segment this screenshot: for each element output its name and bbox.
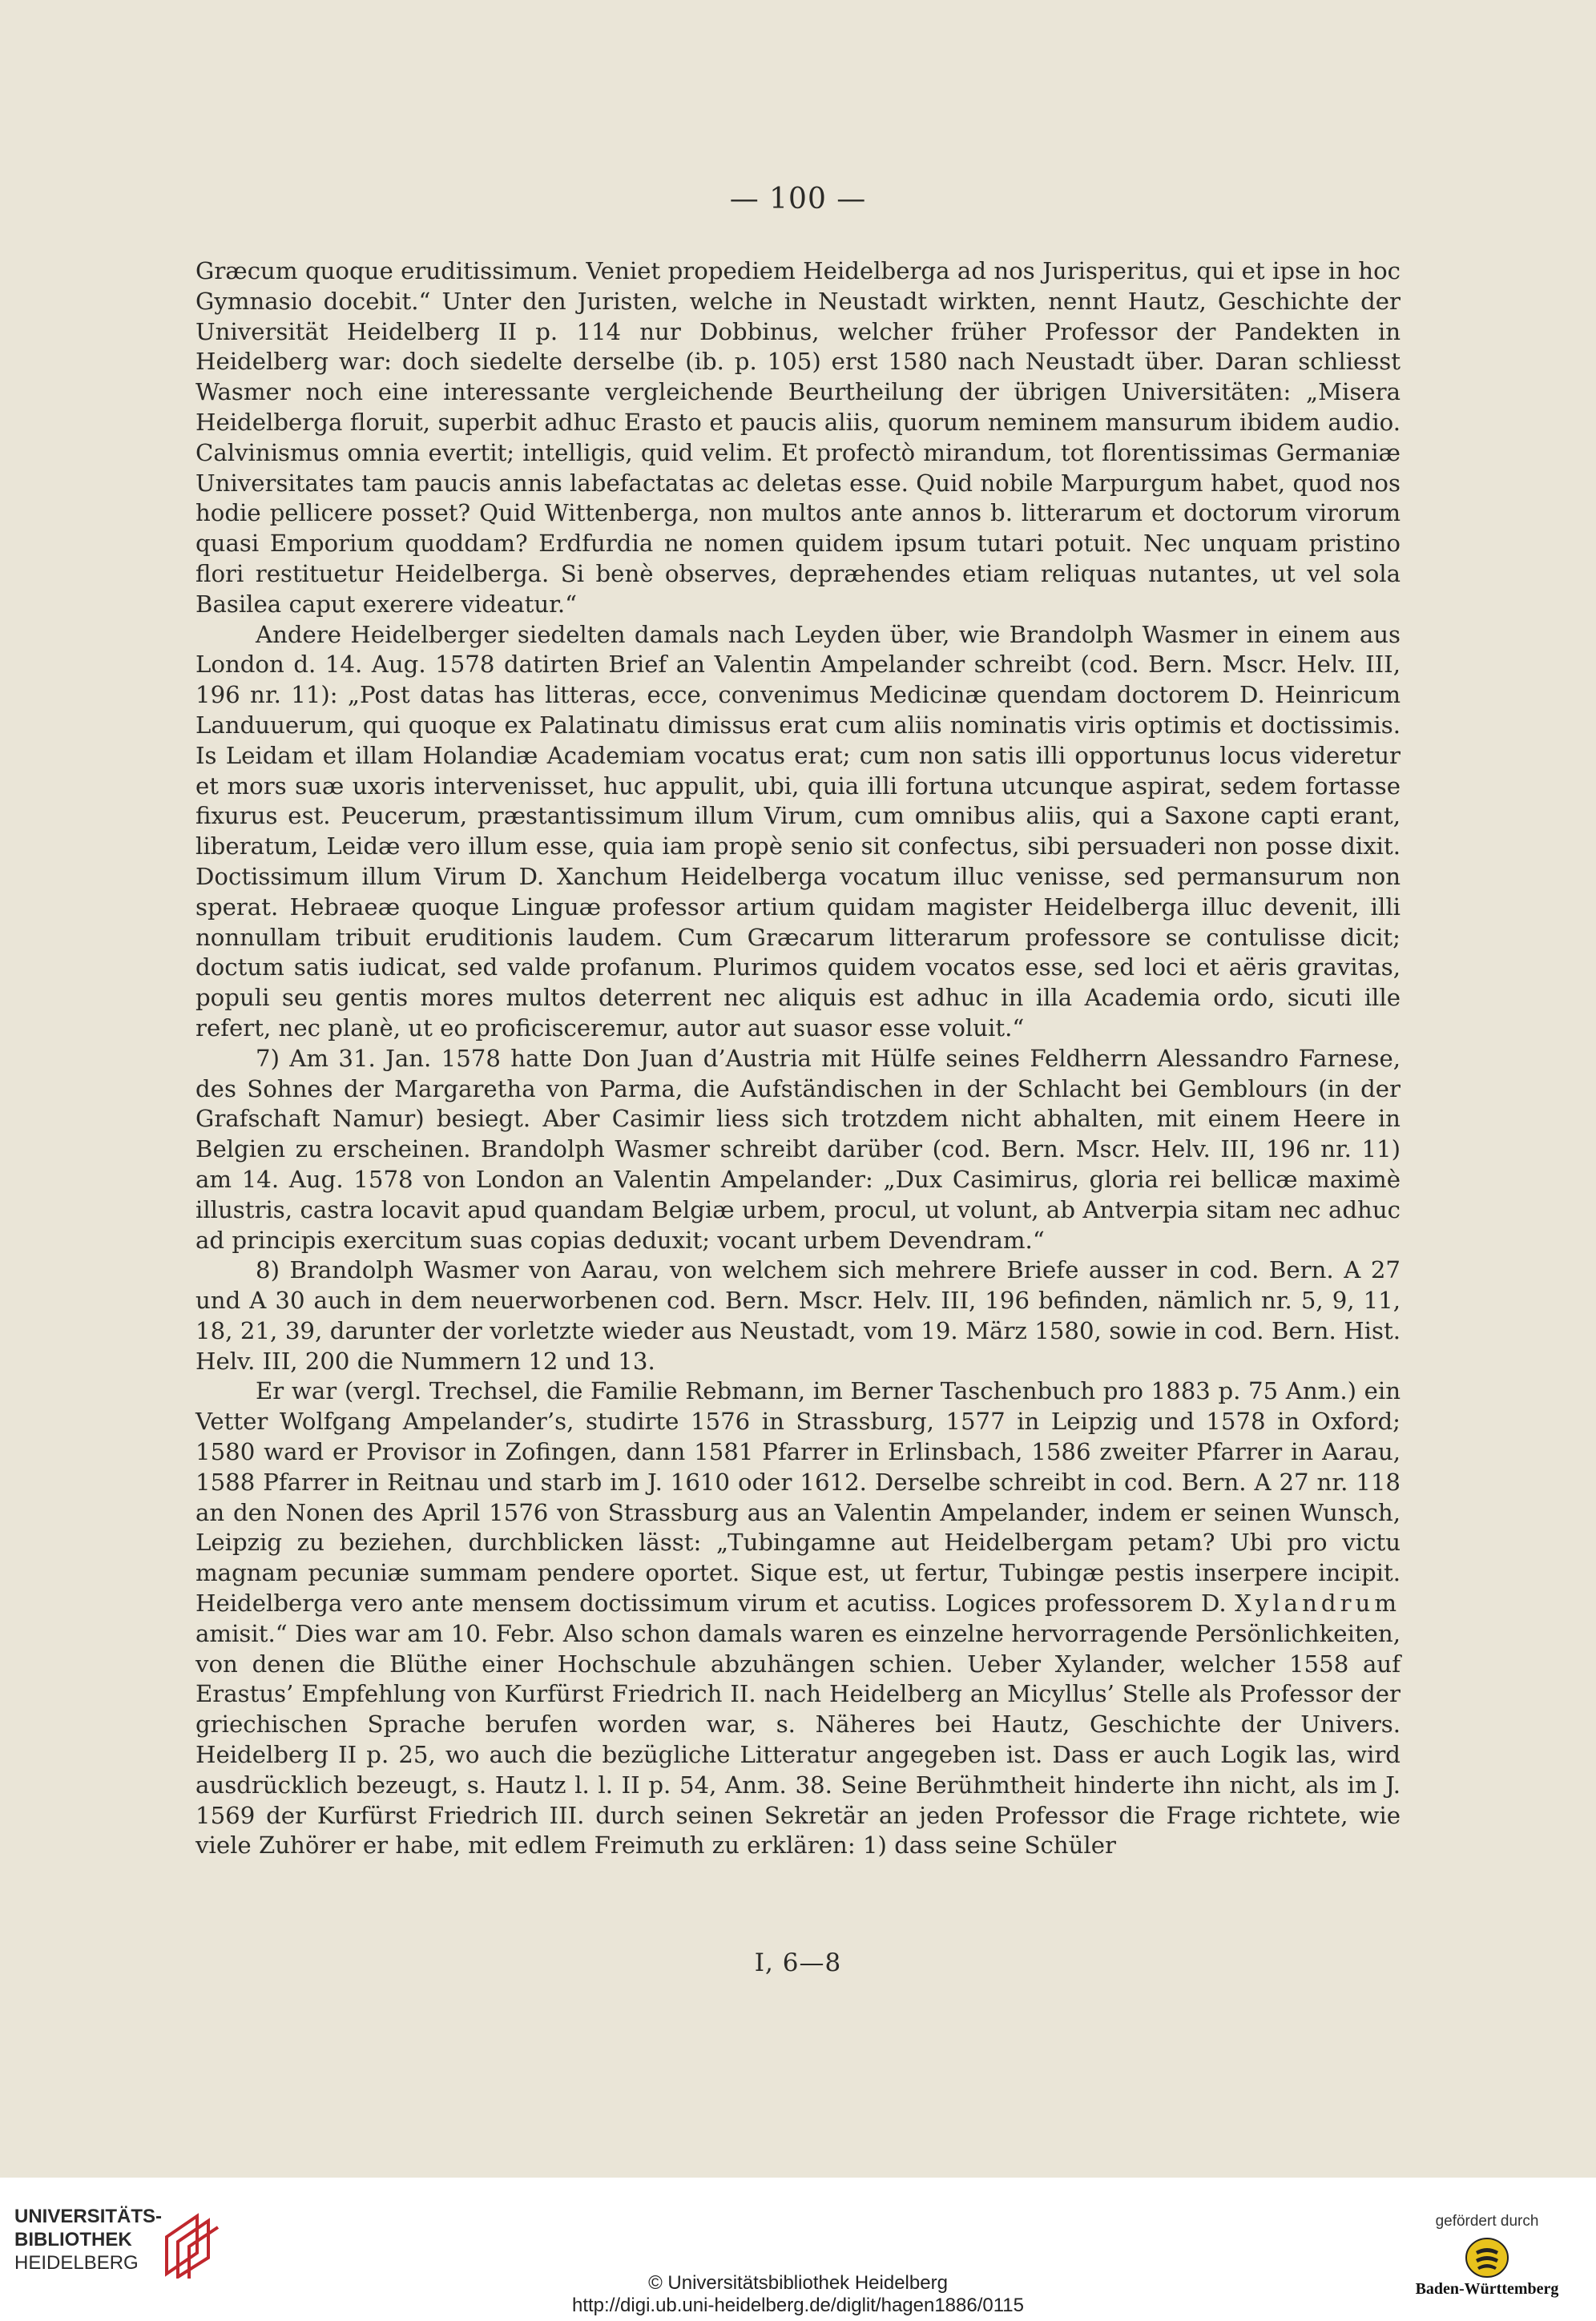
library-name-line-1: UNIVERSITÄTS- [14, 2206, 163, 2227]
library-emblem-icon [160, 2210, 221, 2279]
sheet-signature: I, 6—8 [754, 1948, 842, 1977]
library-name-line-2: BIBLIOTHEK [14, 2229, 132, 2250]
paragraph-4: 8) Brandolph Wasmer von Aarau, von welchem sich mehrere Briefe ausser in cod. Bern. A 27 und A 30 auch in dem neuerworbenen cod. Bern. Mscr. Helv. III, 196 befinden, nämlich nr. 5, 9, 11, 18, 21, 39, darunter der vorletzte wieder aus Neustadt, vom 19. März 1580, sowie in cod. Bern. Hist. Helv. III, 200 die Nummern 12 und 13. [195, 1256, 1401, 1375]
main-text [195, 256, 1401, 1861]
footer [0, 2178, 1596, 2321]
crest-icon [1465, 2237, 1509, 2279]
paragraph-2: Andere Heidelberger siedelten damals nach Leyden über, wie Brandolph Wasmer in einem aus London d. 14. Aug. 1578 datirten Brief an Valentin Ampelander schreibt (cod. Bern. Mscr. Helv. III, 196 nr. 11): „Post datas has litteras, ecce, convenimus Medicinæ quendam doctorem D. Heinricum Landuuerum, qui quoque ex Palatinatu dimissus erat cum aliis nominatis viris optimis et doctissimis. Is Leidam et illam Holandiæ Academiam vocatus erat; cum non satis illi opportunus locus videretur et mors suæ uxoris intervenisset, huc appulit, ubi, quia illi fortuna utcunque aspirat, sedem fortasse fixurus est. Peucerum, præstantissimum illum Virum, cum omnibus aliis, qui a Saxone capti erant, liberatum, Leidæ vero illum esse, quia iam propè senio sit confectus, sibi persuaderi non posse dixit. Doctissimum illum Virum D. Xanchum Heidelberga vocatum illuc venisse, sed permansurum non sperat. Hebraeæ quoque Linguæ professor artium quidam magister Heidelberga illuc devenit, illi nonnullam tribuit eruditionis laudem. Cum Græcarum litterarum professore se contulisse dicit; doctum satis iudicat, sed valde profanum. Plurimos quidem vocatos esse, sed loci et aëris gravitas, populi seu gentis mores multos deterrent nec aliquis est adhuc in illa Academia ordo, sicuti ille refert, nec planè, ut eo proficisceremur, autor aut suasor esse voluit.“ [195, 620, 1401, 1042]
library-name [14, 2205, 162, 2275]
permalink-url[interactable]: http://digi.ub.uni-heidelberg.de/diglit/hagen1886/0115 [572, 2295, 1024, 2316]
paragraph-5 [195, 1376, 1401, 1861]
paragraph-5-part-2: amisit.“ Dies war am 10. Febr. Also schon damals waren es einzelne hervorragende Persönlichkeiten, von denen die Blüthe einer Hochschule abzuhängen schien. Ueber Xylander, welcher 1558 auf Erastus’ Empfehlung von Kurfürst Friedrich II. nach Heidelberg an Micyllus’ Stelle als Professor der griechischen Sprache berufen worden war, s. Näheres bei Hautz, Geschichte der Univers. Heidelberg II p. 25, wo auch die bezügliche Litteratur angegeben ist. Dass er auch Logik las, wird ausdrücklich bezeugt, s. Hautz l. l. II p. 54, Anm. 38. Seine Berühmtheit hinderte ihn nicht, als im J. 1569 der Kurfürst Friedrich III. durch seinen Sekretär an jeden Professor die Frage richtete, wie viele Zuhörer er habe, mit edlem Freimuth zu erklären: 1) dass seine Schüler [195, 1619, 1401, 1860]
sponsor-label: gefördert durch [1435, 2213, 1539, 2230]
page-number: — 100 — [729, 183, 867, 216]
paragraph-3: 7) Am 31. Jan. 1578 hatte Don Juan d’Austria mit Hülfe seines Feldherrn Alessandro Farnese, des Sohnes der Margaretha von Parma, die Aufständischen in der Schlacht bei Gemblours (in der Grafschaft Namur) besiegt. Aber Casimir liess sich trotzdem nicht abhalten, mit einem Heere in Belgien zu erscheinen. Brandolph Wasmer schreibt darüber (cod. Bern. Mscr. Helv. III, 196 nr. 11) am 14. Aug. 1578 von London an Valentin Ampelander: „Dux Casimirus, gloria rei bellicæ maximè illustris, castra locavit apud quandam Belgiæ urbem, procul, ut volunt, ab Antverpia sitam nec adhuc ad principis exercitum suas copias deduxit; vocant urbem Devendram.“ [195, 1044, 1401, 1254]
paragraph-5-part-1: Er war (vergl. Trechsel, die Familie Rebmann, im Berner Taschenbuch pro 1883 p. 75 Anm.) ein Vetter Wolfgang Ampelander’s, studirte 1576 in Strassburg, 1577 in Leipzig und 1578 in Oxford; 1580 ward er Provisor in Zofingen, dann 1581 Pfarrer in Erlinsbach, 1586 zweiter Pfarrer in Aarau, 1588 Pfarrer in Reitnau und starb im J. 1610 oder 1612. Derselbe schreibt in cod. Bern. A 27 nr. 118 an den Nonen des April 1576 von Strassburg aus an Valentin Ampelander, indem er seinen Wunsch, Leipzig zu beziehen, durchblicken lässt: „Tubingamne aut Heidelbergam petam? Ubi pro victu magnam pecuniæ summam pendere oportet. Sique est, ut fertur, Tubingæ pestis inserpere incipit. Heidelberga vero ante mensem doctissimum virum et acutiss. Logices professorem D. [195, 1377, 1401, 1618]
copyright-notice: © Universitätsbibliothek Heidelberg [648, 2272, 948, 2294]
library-name-line-3: HEIDELBERG [14, 2252, 139, 2274]
spaced-name-xylandrum: Xylandrum [1235, 1590, 1401, 1618]
paragraph-1: Græcum quoque eruditissimum. Veniet propediem Heidelberga ad nos Jurisperitus, qui et ipse in hoc Gymnasio docebit.“ Unter den Juristen, welche in Neustadt wirkten, nennt Hautz, Geschichte der Universität Heidelberg II p. 114 nur Dobbinus, welcher früher Professor der Pandekten in Heidelberg war: doch siedelte derselbe (ib. p. 105) erst 1580 nach Neustadt über. Daran schliesst Wasmer noch eine interessante vergleichende Beurtheilung der übrigen Universitäten: „Misera Heidelberga floruit, superbit adhuc Erasto et paucis aliis, quorum neminem mansurum ibidem audio. Calvinismus omnia evertit; intelligis, quid velim. Et profectò mirandum, tot florentissimas Germaniæ Universitates tam paucis annis labefactatas ac deletas esse. Quid nobile Marpurgum habet, quod nos hodie pellicere posset? Quid Wittenberga, non multos ante annos b. litterarum et doctorum virorum quasi Emporium quoddam? Erdfurdia ne nomen quidem ipsum tutari potuit. Nec unquam pristino flori restituetur Heidelberga. Si benè observes, depræhendes etiam reliquas nutantes, ut vel sola Basilea caput exerere videatur.“ [195, 257, 1401, 618]
sponsor-block [1407, 2213, 1567, 2299]
sponsor-name: Baden-Württemberg [1415, 2280, 1559, 2298]
